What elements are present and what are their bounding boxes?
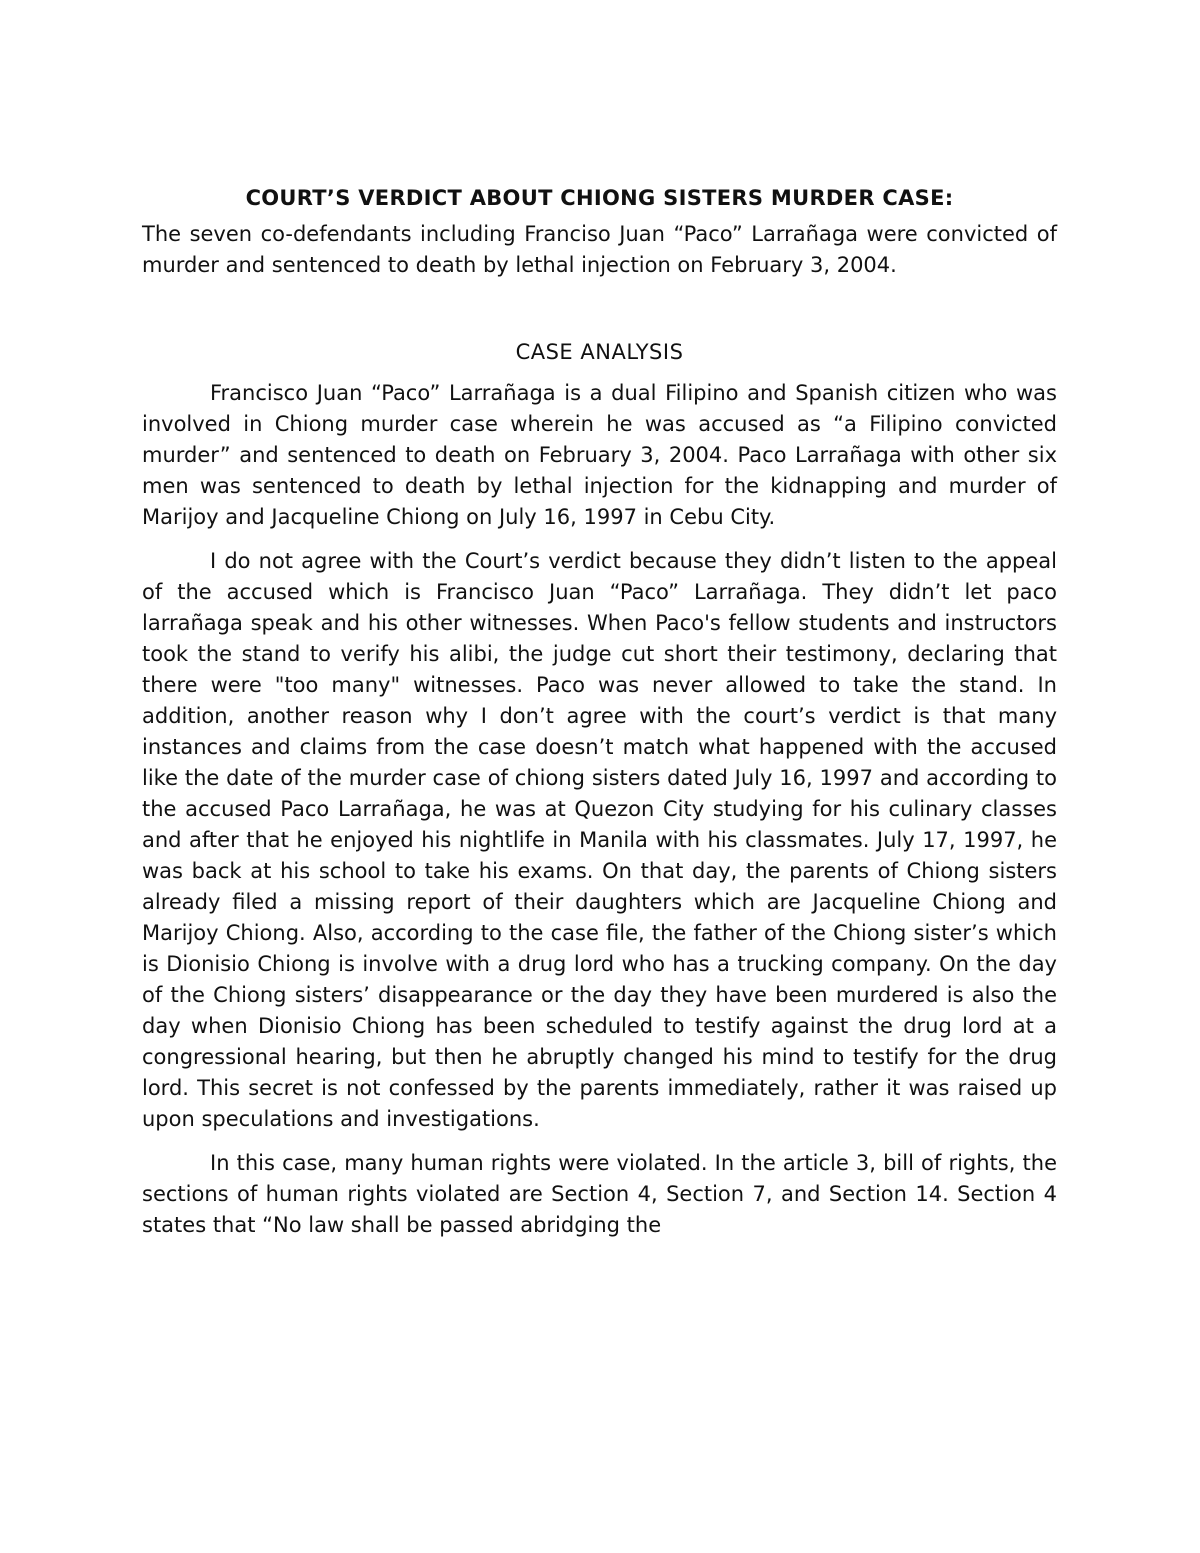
paragraph-1: Francisco Juan “Paco” Larrañaga is a dual Filipino and Spanish citizen who was involved in Chiong murder case wherein he was accused as “a Filipino convicted murder” and sentenced to death on February 3, 2004. Paco Larrañaga with other six men was sentenced to death by lethal injection for the kidnapping and murder of Marijoy and Jacqueline Chiong on July 16, 1997 in Cebu City. [142,381,1057,529]
section-heading: CASE ANALYSIS [515,340,684,364]
document-body [142,183,1057,1254]
intro-paragraph: The seven co-defendants including Franciso Juan “Paco” Larrañaga were convicted of murder and sentenced to death by lethal injection on February 3, 2004. [142,222,1057,277]
paragraph-3: In this case, many human rights were violated. In the article 3, bill of rights, the sections of human rights violated are Section 4, Section 7, and Section 14. Section 4 states that “No law shall be passed abridging the [142,1151,1057,1237]
document-title: COURT’S VERDICT ABOUT CHIONG SISTERS MURDER CASE: [245,186,954,210]
paragraph-2: I do not agree with the Court’s verdict because they didn’t listen to the appeal of the accused which is Francisco Juan “Paco” Larrañaga. They didn’t let paco larrañaga speak and his other witnesses. When Paco's fellow students and instructors took the stand to verify his alibi, the judge cut short their testimony, declaring that there were "too many" witnesses. Paco was never allowed to take the stand. In addition, another reason why I don’t agree with the court’s verdict is that many instances and claims from the case doesn’t match what happened with the accused like the date of the murder case of chiong sisters dated July 16, 1997 and according to the accused Paco Larrañaga, he was at Quezon City studying for his culinary classes and after that he enjoyed his nightlife in Manila with his classmates. July 17, 1997, he was back at his school to take his exams. On that day, the parents of Chiong sisters already filed a missing report of their daughters which are Jacqueline Chiong and Marijoy Chiong. Also, according to the case file, the father of the Chiong sister’s which is Dionisio Chiong is involve with a drug lord who has a trucking company. On the day of the Chiong sisters’ disappearance or the day they have been murdered is also the day when Dionisio Chiong has been scheduled to testify against the drug lord at a congressional hearing, but then he abruptly changed his mind to testify for the drug lord. This secret is not confessed by the parents immediately, rather it was raised up upon speculations and investigations. [142,549,1057,1131]
